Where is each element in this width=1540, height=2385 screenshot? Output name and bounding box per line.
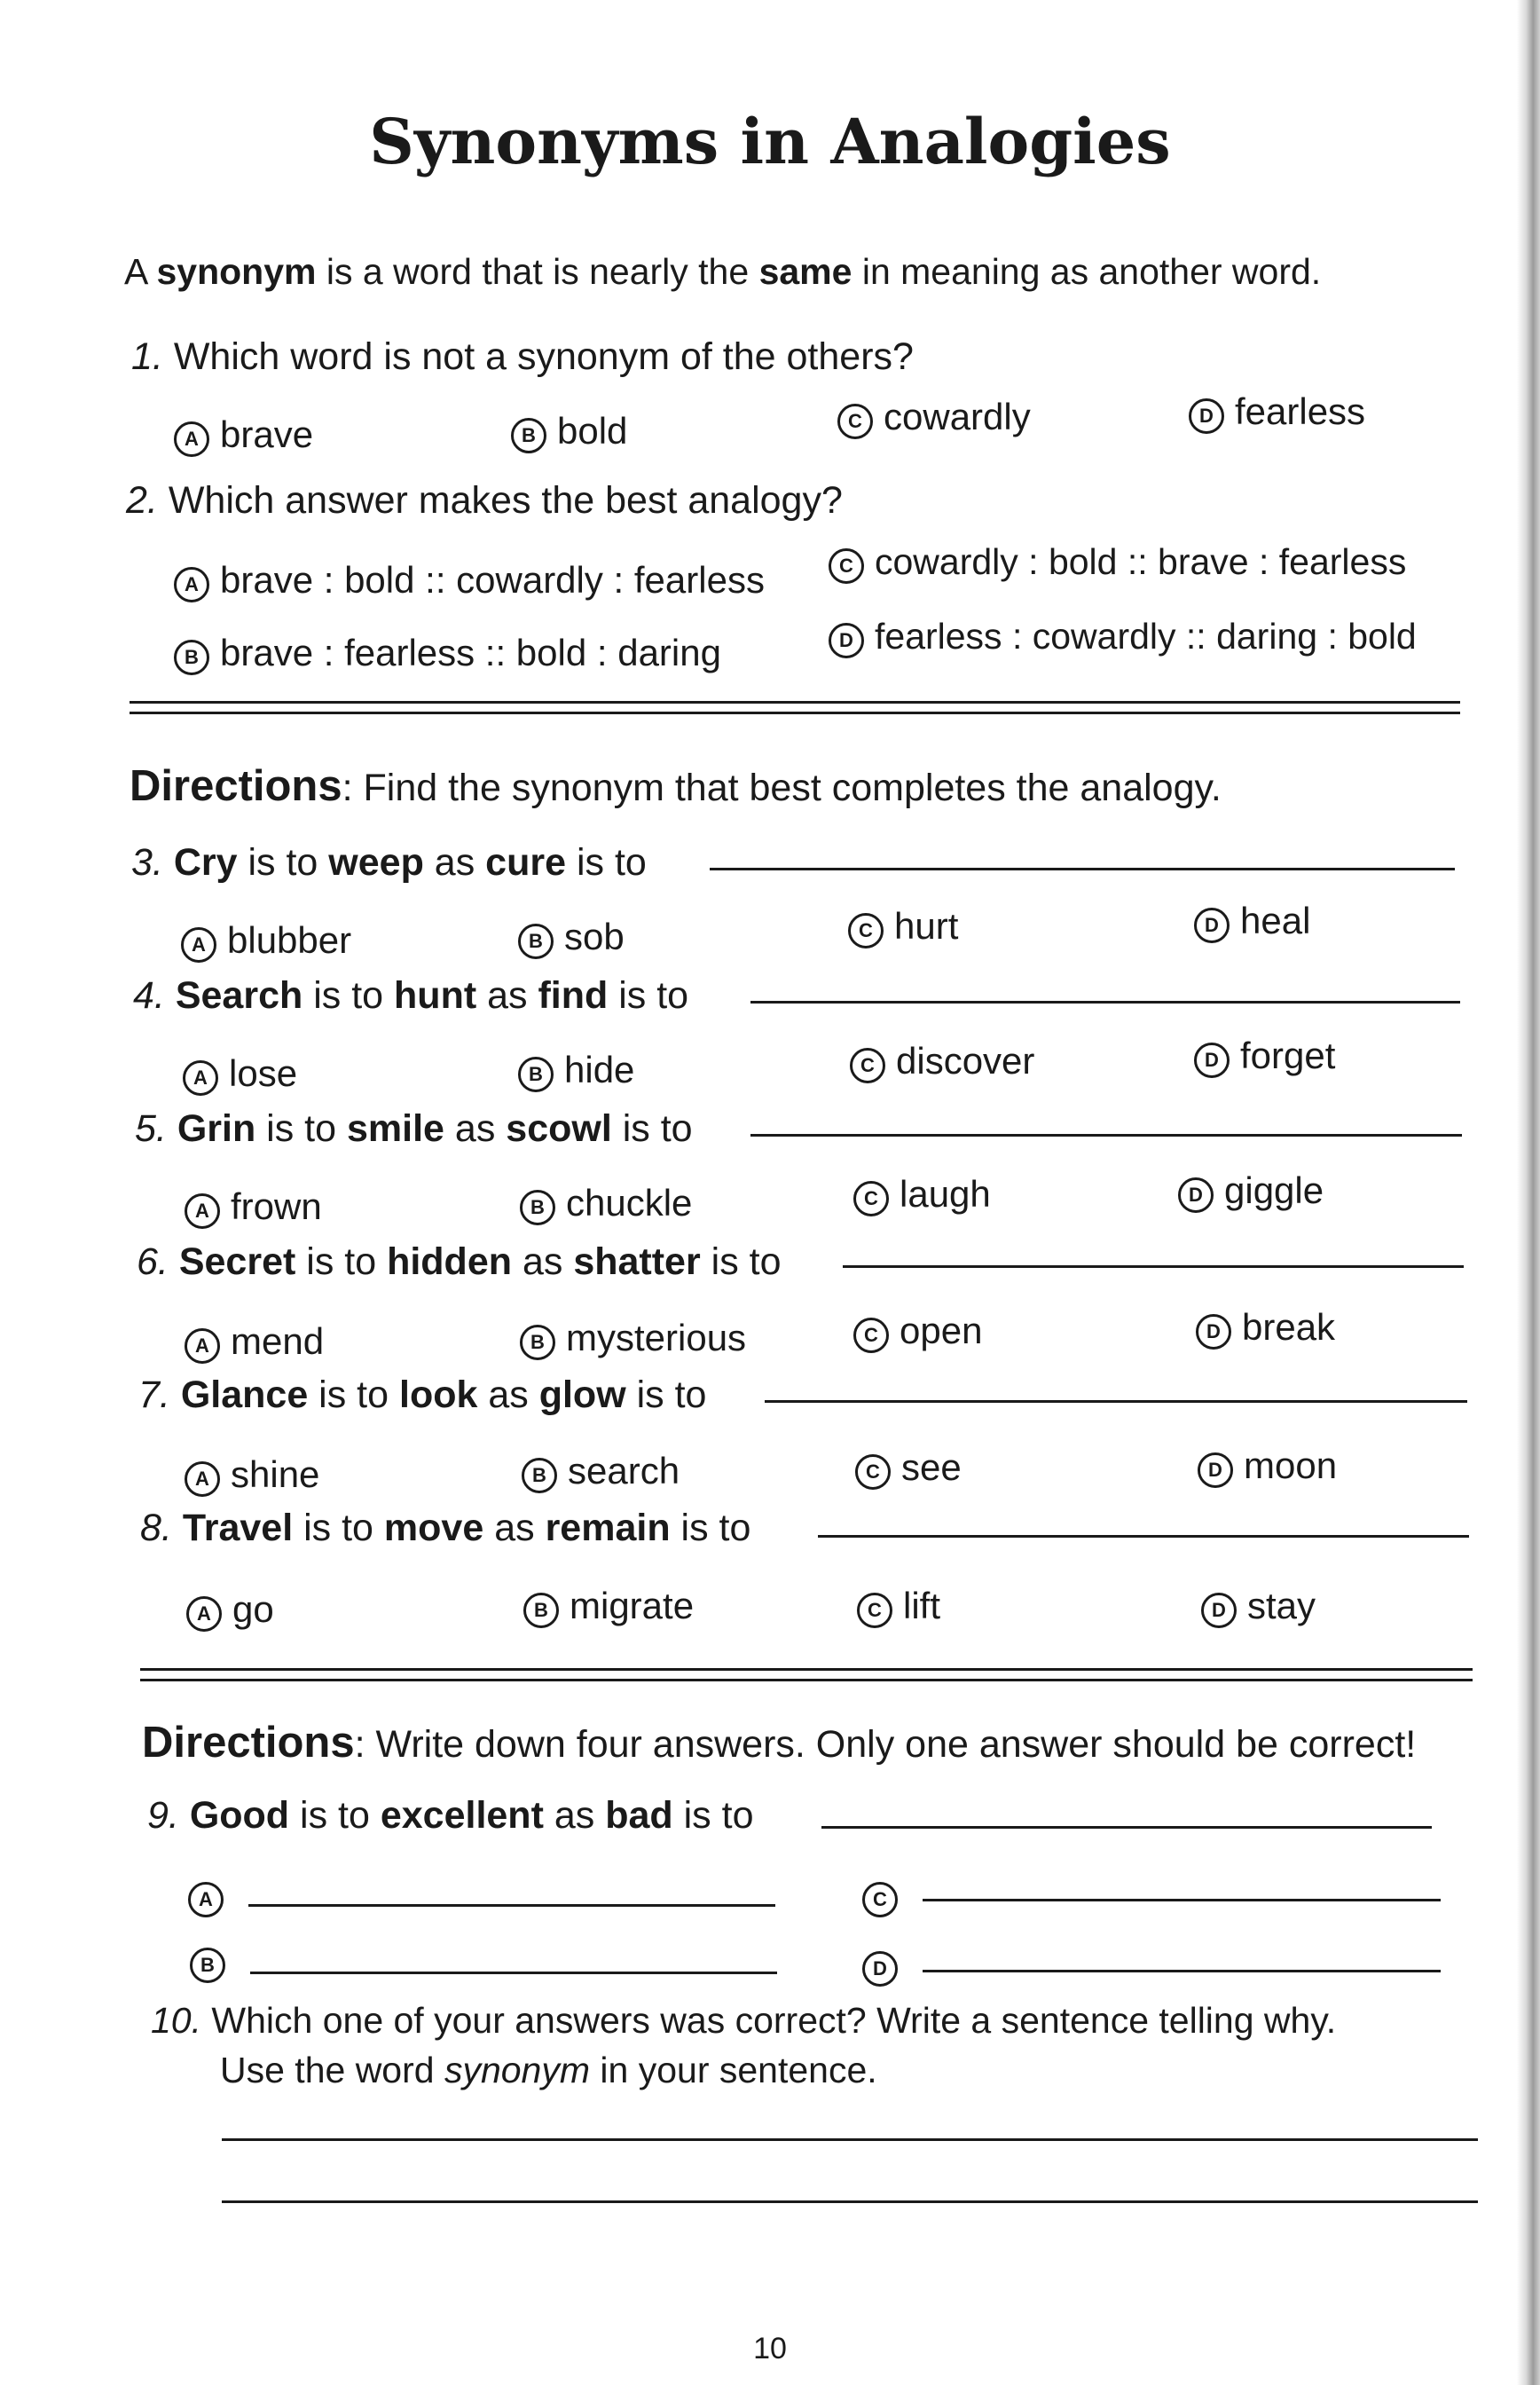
q8-option-b[interactable]: B migrate: [523, 1585, 694, 1628]
question-3: 3. Cry is to weep as cure is to: [131, 841, 647, 884]
q7-option-d[interactable]: D moon: [1198, 1444, 1337, 1488]
q1-option-a[interactable]: A brave: [174, 413, 313, 457]
q3-option-c[interactable]: C hurt: [848, 905, 958, 948]
letter-c-circle-icon: C: [862, 1882, 898, 1917]
q9-answer-a-blank[interactable]: [248, 1904, 775, 1907]
q3-option-d[interactable]: D heal: [1194, 900, 1310, 943]
q2-option-d[interactable]: D fearless : cowardly :: daring : bold: [829, 616, 1417, 658]
question-8: 8. Travel is to move as remain is to: [140, 1507, 751, 1549]
letter-c-circle-icon: C: [837, 404, 873, 439]
letter-d-circle-icon: D: [1178, 1177, 1214, 1213]
q8-option-d[interactable]: D stay: [1201, 1585, 1316, 1628]
q8-option-a[interactable]: A go: [186, 1588, 274, 1632]
q2-option-c[interactable]: C cowardly : bold :: brave : fearless: [829, 541, 1406, 584]
q9-answer-b: [190, 1940, 236, 1983]
letter-b-circle-icon: B: [520, 1325, 555, 1360]
letter-b-circle-icon: B: [518, 924, 554, 959]
question-2: 2. Which answer makes the best analogy?: [126, 479, 843, 522]
divider-line: [140, 1679, 1473, 1681]
page-number: 10: [753, 2332, 787, 2365]
letter-a-circle-icon: A: [181, 927, 216, 963]
q7-option-a[interactable]: A shine: [185, 1453, 319, 1497]
q5-option-b[interactable]: B chuckle: [520, 1182, 692, 1225]
term-synonym: synonym: [156, 251, 317, 292]
q4-option-a[interactable]: A lose: [183, 1052, 297, 1096]
q9-answer-d-blank[interactable]: [923, 1970, 1441, 1972]
q5-option-d[interactable]: D giggle: [1178, 1169, 1324, 1213]
directions-2: Directions: Write down four answers. Only one answer should be correct!: [142, 1719, 1417, 1767]
letter-c-circle-icon: C: [850, 1048, 885, 1083]
q4-option-b[interactable]: B hide: [518, 1049, 634, 1092]
question-4: 4. Search is to hunt as find is to: [133, 974, 689, 1017]
letter-a-circle-icon: A: [186, 1596, 222, 1632]
q6-option-b[interactable]: B mysterious: [520, 1317, 746, 1360]
letter-b-circle-icon: B: [518, 1057, 554, 1092]
letter-d-circle-icon: D: [1198, 1452, 1233, 1488]
divider-line: [130, 701, 1460, 704]
q9-answer-b-blank[interactable]: [250, 1972, 777, 1974]
directions-1: Directions: Find the synonym that best completes the analogy.: [130, 762, 1222, 810]
q3-option-b[interactable]: B sob: [518, 916, 625, 959]
q9-answer-a: [188, 1874, 234, 1917]
letter-a-circle-icon: A: [183, 1060, 218, 1096]
divider-line: [130, 712, 1460, 714]
q3-option-a[interactable]: A blubber: [181, 919, 351, 963]
letter-a-circle-icon: A: [185, 1328, 220, 1364]
writing-line[interactable]: [222, 2200, 1478, 2203]
letter-b-circle-icon: B: [522, 1458, 557, 1493]
letter-d-circle-icon: D: [1194, 1043, 1230, 1078]
question-7: 7. Glance is to look as glow is to: [138, 1374, 707, 1416]
answer-blank[interactable]: [750, 1001, 1460, 1004]
q1-option-d[interactable]: D fearless: [1189, 390, 1365, 434]
q1-option-c[interactable]: C cowardly: [837, 396, 1031, 439]
letter-d-circle-icon: D: [862, 1951, 898, 1987]
q6-option-d[interactable]: D break: [1196, 1306, 1335, 1350]
letter-b-circle-icon: B: [174, 640, 209, 675]
q7-option-b[interactable]: B search: [522, 1450, 680, 1493]
answer-blank[interactable]: [710, 868, 1455, 870]
q9-answer-c-blank[interactable]: [923, 1899, 1441, 1901]
q9-answer-d: [862, 1943, 908, 1987]
letter-d-circle-icon: D: [1194, 908, 1230, 943]
question-5: 5. Grin is to smile as scowl is to: [135, 1107, 693, 1150]
answer-blank[interactable]: [750, 1134, 1462, 1137]
q5-option-c[interactable]: C laugh: [853, 1173, 991, 1216]
q4-option-d[interactable]: D forget: [1194, 1035, 1335, 1078]
answer-blank[interactable]: [818, 1535, 1469, 1538]
q9-answer-c: [862, 1874, 908, 1917]
letter-a-circle-icon: A: [174, 567, 209, 602]
page-edge-shadow: [1517, 0, 1540, 2385]
q2-option-a[interactable]: A brave : bold :: cowardly : fearless: [174, 559, 765, 602]
letter-b-circle-icon: B: [520, 1190, 555, 1225]
writing-line[interactable]: [222, 2138, 1478, 2141]
q1-option-b[interactable]: B bold: [511, 410, 627, 453]
letter-c-circle-icon: C: [855, 1454, 891, 1490]
letter-c-circle-icon: C: [853, 1181, 889, 1216]
letter-a-circle-icon: A: [185, 1193, 220, 1229]
letter-c-circle-icon: C: [829, 548, 864, 584]
page-title: Synonyms in Analogies: [369, 105, 1171, 178]
letter-c-circle-icon: C: [857, 1593, 892, 1628]
letter-a-circle-icon: A: [174, 421, 209, 457]
divider-line: [140, 1668, 1473, 1671]
question-6: 6. Secret is to hidden as shatter is to: [137, 1240, 782, 1283]
letter-b-circle-icon: B: [511, 418, 546, 453]
question-9: 9. Good is to excellent as bad is to: [147, 1794, 754, 1837]
question-10-line-2: Use the word synonym in your sentence.: [220, 2050, 877, 2090]
q6-option-a[interactable]: A mend: [185, 1320, 324, 1364]
letter-a-circle-icon: A: [185, 1461, 220, 1497]
q8-option-c[interactable]: C lift: [857, 1585, 940, 1628]
q5-option-a[interactable]: A frown: [185, 1185, 322, 1229]
answer-blank[interactable]: [843, 1265, 1464, 1268]
answer-blank[interactable]: [821, 1826, 1432, 1829]
answer-blank[interactable]: [765, 1400, 1467, 1403]
letter-d-circle-icon: D: [1189, 398, 1224, 434]
intro-definition: A synonym is a word that is nearly the same in meaning as another word.: [124, 251, 1322, 292]
term-same: same: [758, 251, 852, 292]
q7-option-c[interactable]: C see: [855, 1446, 962, 1490]
q4-option-c[interactable]: C discover: [850, 1040, 1034, 1083]
q2-option-b[interactable]: B brave : fearless :: bold : daring: [174, 632, 721, 675]
letter-d-circle-icon: D: [1201, 1593, 1237, 1628]
question-1: 1. Which word is not a synonym of the others?: [131, 335, 914, 378]
letter-d-circle-icon: D: [829, 623, 864, 658]
letter-b-circle-icon: B: [190, 1948, 225, 1983]
letter-b-circle-icon: B: [523, 1593, 559, 1628]
question-10: 10. Which one of your answers was correct? Write a sentence telling why.: [151, 2000, 1337, 2041]
letter-a-circle-icon: A: [188, 1882, 224, 1917]
letter-c-circle-icon: C: [848, 913, 884, 948]
q6-option-c[interactable]: C open: [853, 1310, 982, 1353]
letter-c-circle-icon: C: [853, 1318, 889, 1353]
letter-d-circle-icon: D: [1196, 1314, 1231, 1350]
